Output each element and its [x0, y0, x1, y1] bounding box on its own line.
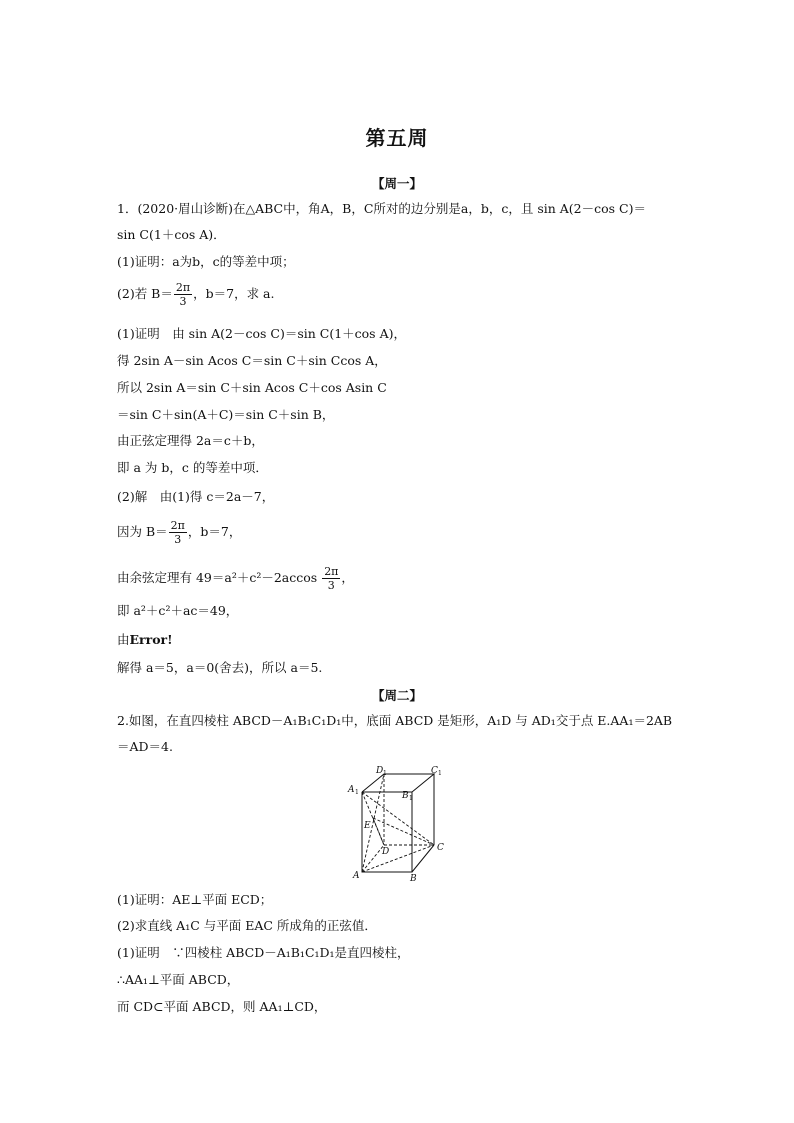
q1-part1: (1)证明：a为b，c的等差中项； — [117, 254, 295, 269]
because-pre: 因为 B＝ — [117, 524, 168, 539]
q1-solution-line2: 得 2sin A－sin Acos C＝sin C＋sin Ccos A， — [117, 353, 387, 368]
label-E: E — [364, 821, 371, 831]
prism-figure — [345, 762, 455, 882]
label-D: D — [382, 847, 390, 857]
q1-solution-line4: ＝sin C＋sin(A＋C)＝sin C＋sin B， — [117, 407, 335, 422]
section-monday: 【周一】 — [371, 176, 422, 191]
q1-solution-error — [117, 631, 173, 649]
fraction-numerator: 2π — [175, 281, 191, 294]
q1-solution-cosine — [117, 566, 354, 591]
fraction-denominator: 3 — [174, 533, 182, 546]
q1-solution-line6: 即 a 为 b，c 的等差中项． — [117, 460, 268, 475]
q1-solution-final: 解得 a＝5，a＝0(舍去)，所以 a＝5. — [117, 660, 323, 675]
q1-solution-line1: (1)证明 由 sin A(2－cos C)＝sin C(1＋cos A)， — [117, 326, 406, 341]
q1-solution-because — [117, 520, 241, 545]
q1-stem-line2: sin C(1＋cos A)． — [117, 227, 226, 242]
q1-solution-line5: 由正弦定理得 2a＝c＋b， — [117, 433, 264, 448]
q2-solution-line1: (1)证明 ∵四棱柱 ABCD－A₁B₁C₁D₁是直四棱柱， — [117, 945, 410, 960]
label-C: C — [437, 843, 444, 853]
fraction-denominator: 3 — [179, 295, 187, 308]
q2-stem-line2: ＝AD＝4. — [117, 739, 173, 754]
label-A1: A — [348, 785, 355, 795]
cos-pre: 由余弦定理有 49＝a²＋c²－2accos — [117, 570, 322, 585]
label-D1-sub: 1 — [383, 770, 387, 777]
label-C1: C — [431, 766, 438, 776]
q1-part2-post: ，b＝7，求 a. — [193, 286, 275, 301]
q1-solution-line3: 所以 2sin A＝sin C＋sin Acos C＋cos Asin C — [117, 380, 387, 395]
label-B1-sub: 1 — [409, 795, 413, 802]
fraction-numerator: 2π — [324, 565, 339, 578]
label-A1-sub: 1 — [355, 789, 359, 796]
q1-solution-equation: 即 a²＋c²＋ac＝49， — [117, 603, 239, 618]
fraction-2pi-3-c — [322, 566, 340, 591]
section-tuesday: 【周二】 — [371, 688, 422, 703]
fraction-2pi-3 — [174, 282, 192, 307]
q2-part2: (2)求直线 A₁C 与平面 EAC 所成角的正弦值． — [117, 918, 377, 933]
cos-post: ， — [341, 570, 354, 585]
q1-stem-line1: 1．(2020·眉山诊断)在△ABC中，角A，B，C所对的边分别是a，b，c，且 sin A(2－cos C)＝ — [117, 201, 646, 216]
fraction-denominator: 3 — [327, 579, 335, 592]
q1-part2-pre: (2)若 B＝ — [117, 286, 173, 301]
q2-solution-line2: ∴AA₁⊥平面 ABCD， — [117, 972, 240, 987]
q2-part1: (1)证明：AE⊥平面 ECD； — [117, 892, 273, 907]
q1-part2 — [117, 282, 274, 307]
fraction-numerator: 2π — [170, 519, 185, 532]
q2-stem-line1: 2.如图，在直四棱柱 ABCD－A₁B₁C₁D₁中，底面 ABCD 是矩形，A₁D 与 AD₁交于点 E.AA₁＝2AB — [117, 713, 673, 728]
label-D1: D — [376, 766, 384, 776]
label-B1: B — [402, 791, 409, 801]
label-A: A — [353, 871, 360, 881]
q2-solution-line3: 而 CD⊂平面 ABCD，则 AA₁⊥CD， — [117, 999, 327, 1014]
error-pre: 由 — [117, 632, 130, 647]
fraction-2pi-3-b — [169, 520, 187, 545]
page-title: 第五周 — [365, 126, 429, 150]
label-B: B — [410, 874, 417, 882]
q1-solution-line7: (2)解 由(1)得 c＝2a－7， — [117, 489, 275, 504]
error-text: Error! — [129, 632, 173, 647]
label-C1-sub: 1 — [438, 770, 442, 777]
because-post: ，b＝7， — [187, 524, 242, 539]
